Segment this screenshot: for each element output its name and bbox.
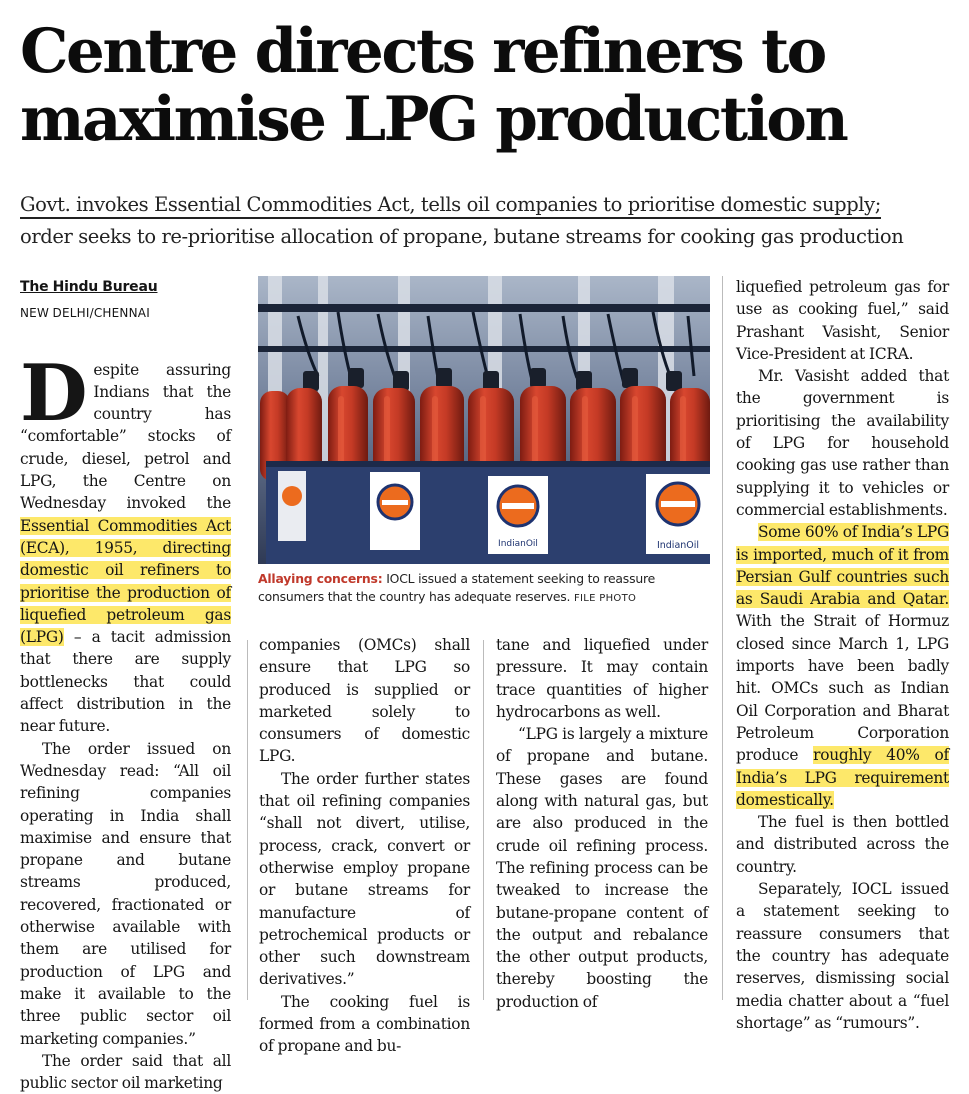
- col3-paragraph-1: tane and liquefied under pressure. It may contain trace quantities of higher hydrocarbons as well.: [496, 636, 708, 721]
- col4-paragraph-3: Some 60% of India’s LPG is imported, much of it from Persian Gulf countries such as Saudi Arabia and Qatar. With the Strait of Hormuz closed since March 1, LPG imports have been badly hit. OMCs such as Indian Oil Corporation and Bharat Petroleum Corporation produce roughly 40% of India’s LPG requirement domestically.: [736, 523, 949, 809]
- caption-credit: FILE PHOTO: [574, 593, 637, 604]
- col3-paragraph-2: “LPG is largely a mixture of propane and butane. These gases are found along with natural gas, but are also produced in the crude oil refining process. The refining process can be tweaked to increase the butane-propane content of the output and rebalance the other output products, thereby boosting the production of: [496, 725, 708, 1011]
- logo-text-2: IndianOil: [656, 540, 700, 551]
- column-rule: [483, 640, 484, 1000]
- byline: The Hindu Bureau: [20, 279, 158, 295]
- logo-text-1: IndianOil: [498, 539, 538, 549]
- caption-text: IOCL issued a statement seeking to reassure consumers that the country has adequate reserves.: [258, 571, 656, 604]
- deck-line-2: order seeks to re-prioritise allocation of propane, butane streams for cooking gas production: [20, 225, 904, 248]
- col1-paragraph-2: The order issued on Wednesday read: “All oil refining companies operating in India shall maximise and ensure that propane and butane streams produced, recovered, fractionated or otherwise available with them are utilised for production of LPG and make it available to the three public sector oil marketing companies.”: [20, 739, 231, 1048]
- highlight-domestic: roughly 40% of India’s LPG requirement domestically.: [736, 746, 949, 809]
- caption-lead: Allaying concerns:: [258, 571, 383, 586]
- column-rule: [247, 640, 248, 1000]
- col2-paragraph-1: companies (OMCs) shall ensure that LPG so produced is supplied or marketed solely to consumers of domestic LPG.: [259, 636, 470, 766]
- column-1: [20, 276, 231, 1094]
- photo-illustration: [258, 276, 710, 564]
- col4-paragraph-4: The fuel is then bottled and distributed across the country.: [736, 813, 949, 876]
- headline-line-2: maximise LPG production: [20, 84, 847, 155]
- dateline: NEW DELHI/CHENNAI: [20, 306, 150, 321]
- col4-paragraph-1: liquefied petroleum gas for use as cooking fuel,” said Prashant Vasisht, Senior Vice-President at ICRA.: [736, 278, 949, 363]
- column-2: [259, 634, 470, 1058]
- col2-paragraph-3: The cooking fuel is formed from a combination of propane and bu-: [259, 992, 470, 1056]
- headline-line-1: Centre directs refiners to: [20, 16, 825, 87]
- deck-line-1: Govt. invokes Essential Commodities Act, tells oil companies to prioritise domestic supply;: [20, 192, 955, 218]
- column-4: [736, 276, 949, 1034]
- photo-caption: [258, 570, 718, 608]
- column-rule: [722, 276, 723, 1000]
- headline: [20, 18, 950, 154]
- col1-paragraph-1: Despite assuring Indians that the country has “comfortable” stocks of crude, diesel, petrol and LPG, the Centre on Wednesday invoked the Essential Commodities Act (ECA), 1955, directing domestic oil refiners to prioritise the production of liquefied petroleum gas (LPG) – a tacit admission that there are supply bottlenecks that could affect distribution in the near future.: [20, 347, 231, 736]
- col2-paragraph-2: The order further states that oil refining companies “shall not divert, utilise, process, crack, convert or otherwise employ propane or butane streams for manufacture of petrochemical products or other such downstream derivatives.”: [259, 769, 470, 989]
- photo-lpg-cylinders: [258, 276, 710, 564]
- column-3: [496, 634, 708, 1013]
- col4-paragraph-5: Separately, IOCL issued a statement seeking to reassure consumers that the country has adequate reserves, dismissing social media chatter about a “fuel shortage” as “rumours”.: [736, 880, 949, 1032]
- highlight-eca: Essential Commodities Act (ECA), 1955, directing domestic oil refiners to prioritise the production of liquefied petroleum gas (LPG): [20, 516, 231, 647]
- deck: [20, 192, 955, 250]
- col1-paragraph-3: The order said that all public sector oil marketing: [20, 1051, 231, 1093]
- highlight-imports: Some 60% of India’s LPG is imported, much of it from Persian Gulf countries such as Saudi Arabia and Qatar.: [736, 523, 949, 609]
- col4-paragraph-2: Mr. Vasisht added that the government is prioritising the availability of LPG for household cooking gas use rather than supplying it to vehicles or commercial establishments.: [736, 367, 949, 519]
- drop-cap: D: [20, 347, 88, 439]
